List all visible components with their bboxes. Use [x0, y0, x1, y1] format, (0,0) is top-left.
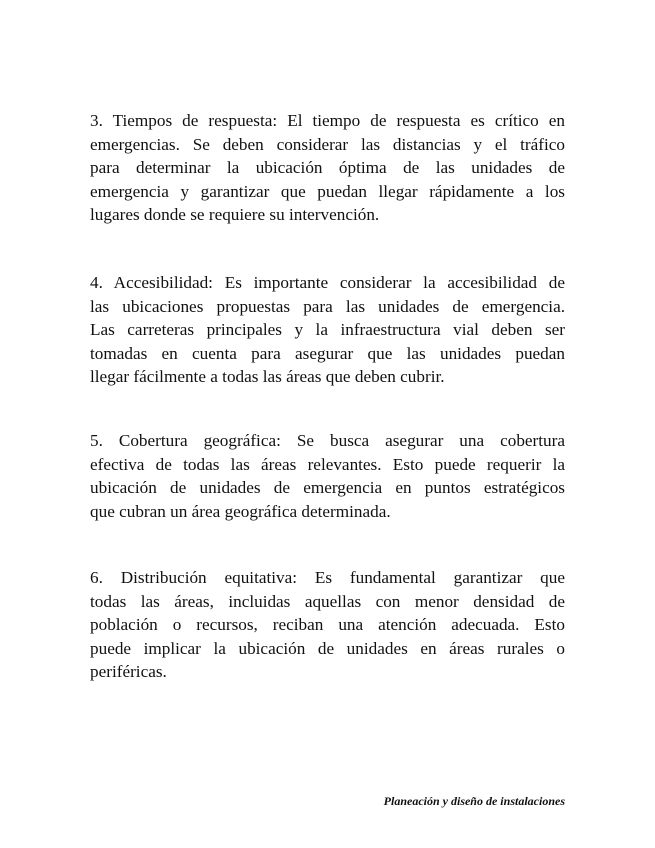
- text-line: puede implicar la ubicación de unidades en áreas rurales o: [90, 638, 565, 658]
- text-line: Las carreteras principales y la infraestructura vial deben ser: [90, 320, 565, 340]
- paragraph-geographic-coverage: [90, 429, 565, 523]
- text-line: todas las áreas, incluidas aquellas con menor densidad de: [90, 591, 565, 611]
- text-line: 6. Distribución equitativa: Es fundamental garantizar que: [90, 568, 565, 587]
- page-footer: Planeación y diseño de instalaciones: [383, 794, 565, 808]
- text-line: lugares donde se requiere su intervención.: [90, 205, 380, 225]
- text-line: periféricas.: [90, 662, 167, 682]
- text-line: 5. Cobertura geográfica: Se busca asegurar una cobertura: [90, 431, 565, 450]
- text-line: población o recursos, reciban una atención adecuada. Esto: [90, 615, 565, 635]
- text-line: emergencias. Se deben considerar las distancias y el tráfico: [90, 134, 565, 154]
- paragraph-response-times: [90, 109, 565, 227]
- text-line: las ubicaciones propuestas para las unidades de emergencia.: [90, 296, 565, 316]
- text-line: efectiva de todas las áreas relevantes. Esto puede requerir la: [90, 454, 565, 474]
- text-line: ubicación de unidades de emergencia en puntos estratégicos: [90, 478, 565, 498]
- text-line: llegar fácilmente a todas las áreas que deben cubrir.: [90, 367, 445, 387]
- text-line: 4. Accesibilidad: Es importante considerar la accesibilidad de: [90, 273, 565, 292]
- paragraph-accessibility: [90, 271, 565, 389]
- text-line: emergencia y garantizar que puedan llegar rápidamente a los: [90, 181, 565, 201]
- text-line: que cubran un área geográfica determinada.: [90, 501, 391, 521]
- text-line: tomadas en cuenta para asegurar que las unidades puedan: [90, 343, 565, 363]
- text-line: para determinar la ubicación óptima de las unidades de: [90, 158, 565, 178]
- paragraph-equitable-distribution: [90, 566, 565, 684]
- text-line: 3. Tiempos de respuesta: El tiempo de respuesta es crítico en: [90, 111, 565, 130]
